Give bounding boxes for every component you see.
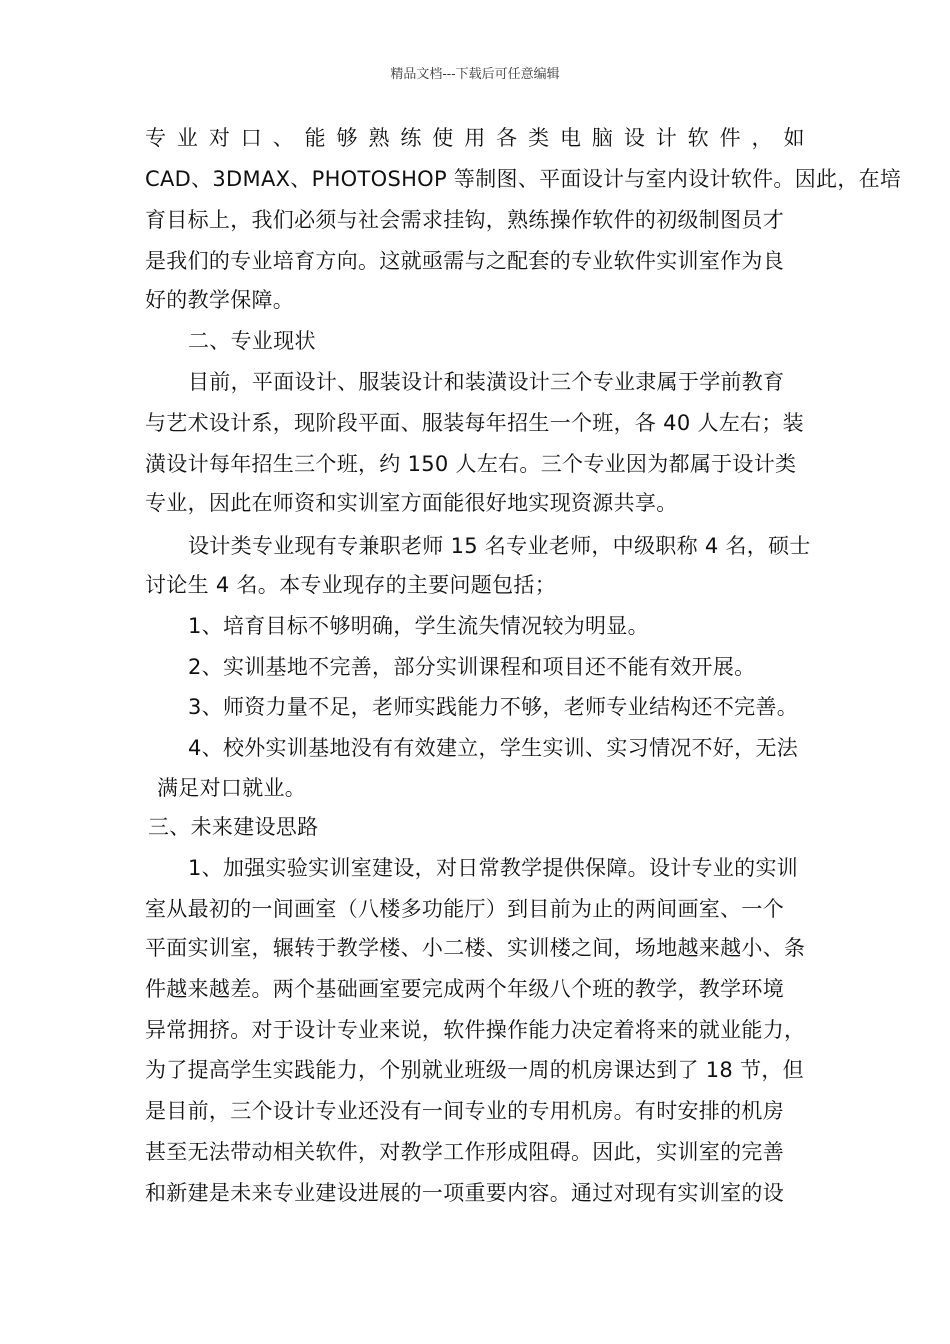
paragraph-line-1	[145, 123, 805, 153]
char: 件	[719, 126, 741, 150]
paragraph-line: 1、加强实验实训室建设，对日常教学提供保障。设计专业的实训	[188, 856, 799, 880]
list-item: 2、实训基地不完善，部分实训课程和项目还不能有效开展。	[188, 655, 756, 679]
page-header: 精品文档---下载后可任意编辑	[390, 67, 560, 82]
char: 对	[208, 126, 231, 150]
paragraph-line: 平面实训室，辗转于教学楼、小二楼、实训楼之间，场地越来越小、条	[145, 936, 806, 960]
paragraph-line: 室从最初的一间画室（八楼多功能厅）到目前为止的两间画室、一个	[145, 897, 784, 921]
char: 业	[176, 126, 199, 150]
char: 专	[145, 126, 167, 150]
char: 练	[400, 126, 422, 150]
paragraph-line: 甚至无法带动相关软件，对教学工作形成阻碍。因此，实训室的完善	[145, 1140, 784, 1164]
char: 电	[559, 126, 582, 150]
list-item: 4、校外实训基地没有有效建立，学生实训、实习情况不好，无法	[188, 736, 799, 760]
paragraph-line: 设计类专业现有专兼职老师 15 名专业老师，中级职称 4 名，硕士	[188, 534, 811, 558]
char: 熟	[368, 126, 390, 150]
paragraph-line: CAD、3DMAX、PHOTOSHOP 等制图、平面设计与室内设计软件。因此，在培	[145, 167, 902, 191]
char: 够	[336, 126, 358, 150]
paragraph-line: 件越来越差。两个基础画室要完成两个年级八个班的教学，教学环境	[145, 977, 784, 1001]
paragraph-line: 异常拥挤。对于设计专业来说，软件操作能力决定着将来的就业能力，	[145, 1018, 806, 1042]
char: 如	[783, 126, 805, 150]
paragraph-line: 潢设计每年招生三个班，约 150 人左右。三个专业因为都属于设计类	[145, 452, 797, 476]
char: 类	[528, 126, 550, 150]
list-item-continuation: 满足对口就业。	[157, 776, 307, 800]
char: 计	[655, 126, 678, 150]
char: 使	[432, 126, 454, 150]
paragraph-line: 为了提高学生实践能力，个别就业班级一周的机房课达到了 18 节，但	[145, 1058, 804, 1082]
paragraph-line: 育目标上，我们必须与社会需求挂钩，熟练操作软件的初级制图员才	[145, 208, 784, 232]
paragraph-line: 是我们的专业培育方向。这就亟需与之配套的专业软件实训室作为良	[145, 249, 784, 273]
char: 设	[623, 126, 646, 150]
list-item: 1、培育目标不够明确，学生流失情况较为明显。	[188, 614, 649, 638]
char: 各	[496, 126, 518, 150]
list-item: 3、师资力量不足，老师实践能力不够，老师专业结构还不完善。	[188, 695, 799, 719]
paragraph-line: 和新建是未来专业建设进展的一项重要内容。通过对现有实训室的设	[145, 1181, 784, 1205]
char: 口	[240, 126, 263, 150]
char: 软	[687, 126, 709, 150]
char: 、	[272, 126, 294, 150]
section-heading: 二、专业现状	[188, 329, 316, 353]
paragraph-line: 目前，平面设计、服装设计和装潢设计三个专业隶属于学前教育	[188, 370, 785, 394]
paragraph-line: 与艺术设计系，现阶段平面、服装每年招生一个班，各 40 人左右；装	[145, 411, 804, 435]
paragraph-line: 讨论生 4 名。本专业现存的主要问题包括；	[145, 573, 557, 597]
char: 能	[304, 126, 326, 150]
paragraph-line: 是目前，三个设计专业还没有一间专业的专用机房。有时安排的机房	[145, 1099, 784, 1123]
char: 用	[464, 126, 486, 150]
char: 脑	[591, 126, 614, 150]
paragraph-line: 好的教学保障。	[145, 288, 295, 312]
char: ，	[751, 126, 773, 150]
section-heading: 三、未来建设思路	[148, 815, 319, 839]
paragraph-line: 专业，因此在师资和实训室方面能很好地实现资源共享。	[145, 491, 678, 515]
